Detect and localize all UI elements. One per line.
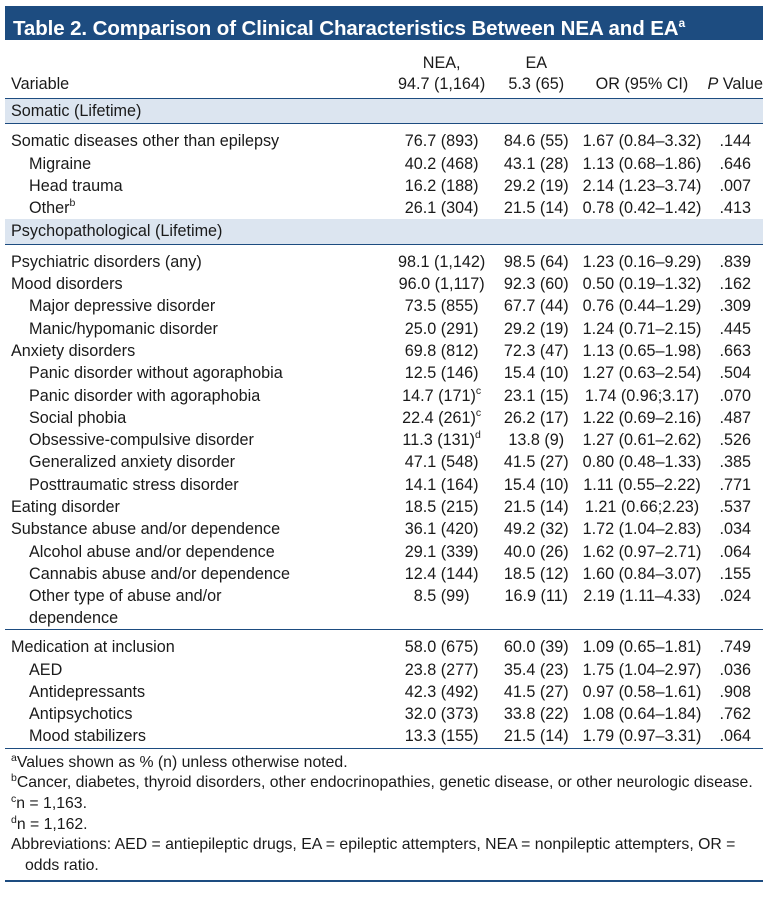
- row-variable: Alcohol abuse and/or dependence: [29, 542, 275, 561]
- table-row: [5, 385, 763, 407]
- section-label: Somatic (Lifetime): [5, 99, 763, 124]
- row-nea: 76.7 (893): [404, 132, 479, 151]
- row-p: .537: [719, 498, 751, 517]
- row-or: 1.13 (0.65–1.98): [582, 341, 702, 360]
- row-nea: 11.3 (131)$^d$: [402, 429, 481, 450]
- row-ea: 23.1 (15): [503, 386, 569, 405]
- row-p: .064: [719, 542, 751, 561]
- row-ea: 35.4 (23): [503, 660, 569, 679]
- table-row: [5, 725, 763, 747]
- row-variable: Substance abuse and/or dependence: [11, 520, 281, 539]
- row-p: .007: [719, 176, 751, 195]
- row-p: .034: [719, 520, 751, 539]
- table-row: [5, 451, 763, 473]
- row-p: .385: [719, 453, 751, 472]
- row-p: .487: [719, 408, 751, 427]
- row-nea: 73.5 (855): [404, 297, 479, 316]
- row-nea: 47.1 (548): [404, 453, 479, 472]
- table-row: [5, 429, 763, 451]
- row-p: .504: [719, 364, 751, 383]
- table-row: [5, 563, 763, 585]
- row-ea: 15.4 (10): [503, 364, 569, 383]
- row-variable: Panic disorder without agoraphobia: [29, 364, 283, 383]
- row-variable: Anxiety disorders: [11, 341, 136, 360]
- table-row: [5, 659, 763, 681]
- row-or: 0.50 (0.19–1.32): [582, 275, 702, 294]
- row-or: 1.67 (0.84–3.32): [582, 132, 702, 151]
- row-nea: 36.1 (420): [404, 520, 479, 539]
- footnote-c: $^c$n = 1,163.: [11, 792, 87, 812]
- row-p: .413: [719, 199, 751, 218]
- table-title: Table 2. Comparison of Clinical Characteristics Between NEA and $EA^a$: [5, 6, 763, 40]
- footnote-d: $^d$n = 1,162.: [11, 813, 88, 833]
- row-p: .762: [719, 705, 751, 724]
- row-nea: 14.1 (164): [404, 475, 479, 494]
- header-nea: NEA, 94.7 (1,164): [398, 54, 486, 93]
- row-ea: 49.2 (32): [503, 520, 569, 539]
- table-row: [5, 153, 763, 175]
- table-row: [5, 585, 763, 630]
- table-row: [5, 703, 763, 725]
- row-or: 0.78 (0.42–1.42): [582, 199, 702, 218]
- header-row: [5, 40, 763, 99]
- footnote-b: $^b$Cancer, diabetes, thyroid disorders, other endocrinopathies, genetic disease, or other neurologic disease.: [11, 772, 753, 792]
- table-row: [5, 496, 763, 518]
- row-nea: 98.1 (1,142): [398, 252, 486, 271]
- row-p: .155: [719, 564, 751, 583]
- header-ea: EA 5.3 (65): [508, 54, 565, 93]
- row-nea: 14.7 (171)$^c$: [402, 384, 482, 405]
- row-variable: Somatic diseases other than epilepsy: [11, 132, 280, 151]
- row-nea: 69.8 (812): [404, 341, 479, 360]
- row-ea: 21.5 (14): [503, 727, 569, 746]
- row-p: .663: [719, 341, 751, 360]
- section-label: Psychopathological (Lifetime): [5, 219, 763, 244]
- row-ea: 41.5 (27): [503, 453, 569, 472]
- row-variable: Social phobia: [29, 408, 127, 427]
- row-ea: 29.2 (19): [503, 319, 569, 338]
- table-row: [5, 197, 763, 219]
- row-or: 0.76 (0.44–1.29): [582, 297, 702, 316]
- header-variable: Variable: [11, 75, 70, 93]
- row-ea: 84.6 (55): [503, 132, 569, 151]
- row-or: 1.27 (0.63–2.54): [582, 364, 702, 383]
- row-p: .445: [719, 319, 751, 338]
- row-p: .309: [719, 297, 751, 316]
- footnote-a: $^a$Values shown as % (n) unless otherwise noted.: [11, 751, 348, 771]
- row-p: .908: [719, 682, 751, 701]
- row-or: 1.22 (0.69–2.16): [582, 408, 702, 427]
- row-p: .771: [719, 475, 751, 494]
- row-nea: 29.1 (339): [404, 542, 479, 561]
- row-variable: Eating disorder: [11, 498, 120, 517]
- row-or: 1.11 (0.55–2.22): [583, 475, 701, 494]
- row-nea: 40.2 (468): [404, 154, 479, 173]
- row-ea: 40.0 (26): [503, 542, 569, 561]
- row-or: 1.62 (0.97–2.71): [582, 542, 702, 561]
- row-ea: 41.5 (27): [503, 682, 569, 701]
- section-row-psychopathological: [5, 219, 763, 244]
- row-variable: Mood stabilizers: [29, 727, 146, 746]
- row-variable: Other type of abuse and/or dependence: [5, 585, 387, 630]
- table-row: [5, 630, 763, 659]
- row-p: .749: [719, 638, 751, 657]
- row-or: 2.14 (1.23–3.74): [582, 176, 702, 195]
- row-variable: Major depressive disorder: [29, 297, 216, 316]
- row-nea: 58.0 (675): [404, 638, 479, 657]
- row-variable: AED: [29, 660, 63, 679]
- row-ea: 29.2 (19): [503, 176, 569, 195]
- row-variable: Posttraumatic stress disorder: [29, 475, 239, 494]
- row-p: .070: [719, 386, 751, 405]
- header-p-value: P Value: [707, 75, 763, 93]
- table-row: [5, 273, 763, 295]
- row-ea: 67.7 (44): [503, 297, 569, 316]
- clinical-characteristics-table: [5, 40, 763, 748]
- table-row: [5, 295, 763, 317]
- table-row: [5, 340, 763, 362]
- row-nea: 23.8 (277): [404, 660, 479, 679]
- row-nea: 22.4 (261)$^c$: [402, 406, 482, 427]
- row-or: 0.97 (0.58–1.61): [582, 682, 702, 701]
- row-p: .036: [719, 660, 751, 679]
- row-or: 1.08 (0.64–1.84): [582, 705, 702, 724]
- row-ea: 92.3 (60): [503, 275, 569, 294]
- table-row: [5, 244, 763, 273]
- table-row: [5, 318, 763, 340]
- row-or: 1.13 (0.68–1.86): [582, 154, 702, 173]
- row-ea: 60.0 (39): [503, 638, 569, 657]
- row-or: 1.09 (0.65–1.81): [582, 638, 702, 657]
- row-p: .526: [719, 431, 751, 450]
- row-nea: 25.0 (291): [404, 319, 479, 338]
- abbreviations-note: Abbreviations: AED = antiepileptic drugs, EA = epileptic attempters, NEA = nonpileptic attempters, OR = odds ratio.: [11, 836, 736, 874]
- row-nea: 12.4 (144): [404, 564, 479, 583]
- row-nea: 18.5 (215): [404, 498, 479, 517]
- row-p: .064: [719, 727, 751, 746]
- row-or: 2.19 (1.11–4.33): [577, 585, 708, 630]
- row-nea: 26.1 (304): [404, 199, 479, 218]
- row-variable: Panic disorder with agoraphobia: [29, 386, 261, 405]
- row-or: 1.60 (0.84–3.07): [582, 564, 702, 583]
- row-ea: 43.1 (28): [503, 154, 569, 173]
- row-nea: 42.3 (492): [404, 682, 479, 701]
- row-variable: Mood disorders: [11, 275, 123, 294]
- row-variable: Other$^b$: [29, 197, 76, 218]
- table-footnotes: [5, 748, 763, 883]
- row-or: 1.75 (1.04–2.97): [582, 660, 702, 679]
- row-ea: 26.2 (17): [503, 408, 569, 427]
- table-row: [5, 541, 763, 563]
- row-or: 1.21 (0.66;2.23): [584, 498, 700, 517]
- row-variable: Manic/hypomanic disorder: [29, 319, 218, 338]
- row-p: .144: [719, 132, 751, 151]
- row-variable: Antidepressants: [29, 682, 146, 701]
- row-variable: Migraine: [29, 154, 92, 173]
- row-or: 1.79 (0.97–3.31): [582, 727, 702, 746]
- row-nea: 96.0 (1,117): [398, 275, 485, 294]
- row-nea: 13.3 (155): [404, 727, 479, 746]
- row-nea: 12.5 (146): [404, 364, 479, 383]
- row-p: .162: [719, 275, 751, 294]
- row-variable: Obsessive-compulsive disorder: [29, 431, 254, 450]
- row-ea: 15.4 (10): [503, 475, 569, 494]
- row-p: .839: [719, 252, 751, 271]
- row-ea: 13.8 (9): [508, 431, 565, 450]
- header-or: OR (95% CI): [595, 75, 689, 93]
- section-row-somatic: [5, 99, 763, 124]
- table-row: [5, 681, 763, 703]
- row-ea: 72.3 (47): [503, 341, 569, 360]
- row-nea: 8.5 (99): [387, 585, 496, 630]
- row-ea: 33.8 (22): [503, 705, 569, 724]
- row-variable: Cannabis abuse and/or dependence: [29, 564, 291, 583]
- row-p: .646: [719, 154, 751, 173]
- row-p: .024: [707, 585, 763, 630]
- row-ea: 18.5 (12): [503, 564, 569, 583]
- row-variable: Medication at inclusion: [11, 638, 175, 657]
- row-or: 1.27 (0.61–2.62): [582, 431, 702, 450]
- table-row: [5, 175, 763, 197]
- row-or: 1.74 (0.96;3.17): [584, 386, 700, 405]
- table-row: [5, 124, 763, 153]
- row-nea: 32.0 (373): [404, 705, 479, 724]
- row-nea: 16.2 (188): [404, 176, 479, 195]
- row-ea: 21.5 (14): [503, 498, 569, 517]
- row-or: 0.80 (0.48–1.33): [582, 453, 702, 472]
- table-row: [5, 518, 763, 540]
- row-variable: Generalized anxiety disorder: [29, 453, 236, 472]
- table-row: [5, 407, 763, 429]
- table-row: [5, 362, 763, 384]
- row-or: 1.23 (0.16–9.29): [582, 252, 702, 271]
- row-ea: 16.9 (11): [496, 585, 577, 630]
- row-variable: Psychiatric disorders (any): [11, 252, 202, 271]
- row-ea: 98.5 (64): [503, 252, 569, 271]
- row-or: 1.72 (1.04–2.83): [582, 520, 702, 539]
- table-container: [5, 6, 763, 882]
- row-or: 1.24 (0.71–2.15): [582, 319, 702, 338]
- table-row: [5, 474, 763, 496]
- row-variable: Head trauma: [29, 176, 123, 195]
- row-ea: 21.5 (14): [503, 199, 569, 218]
- row-variable: Antipsychotics: [29, 705, 133, 724]
